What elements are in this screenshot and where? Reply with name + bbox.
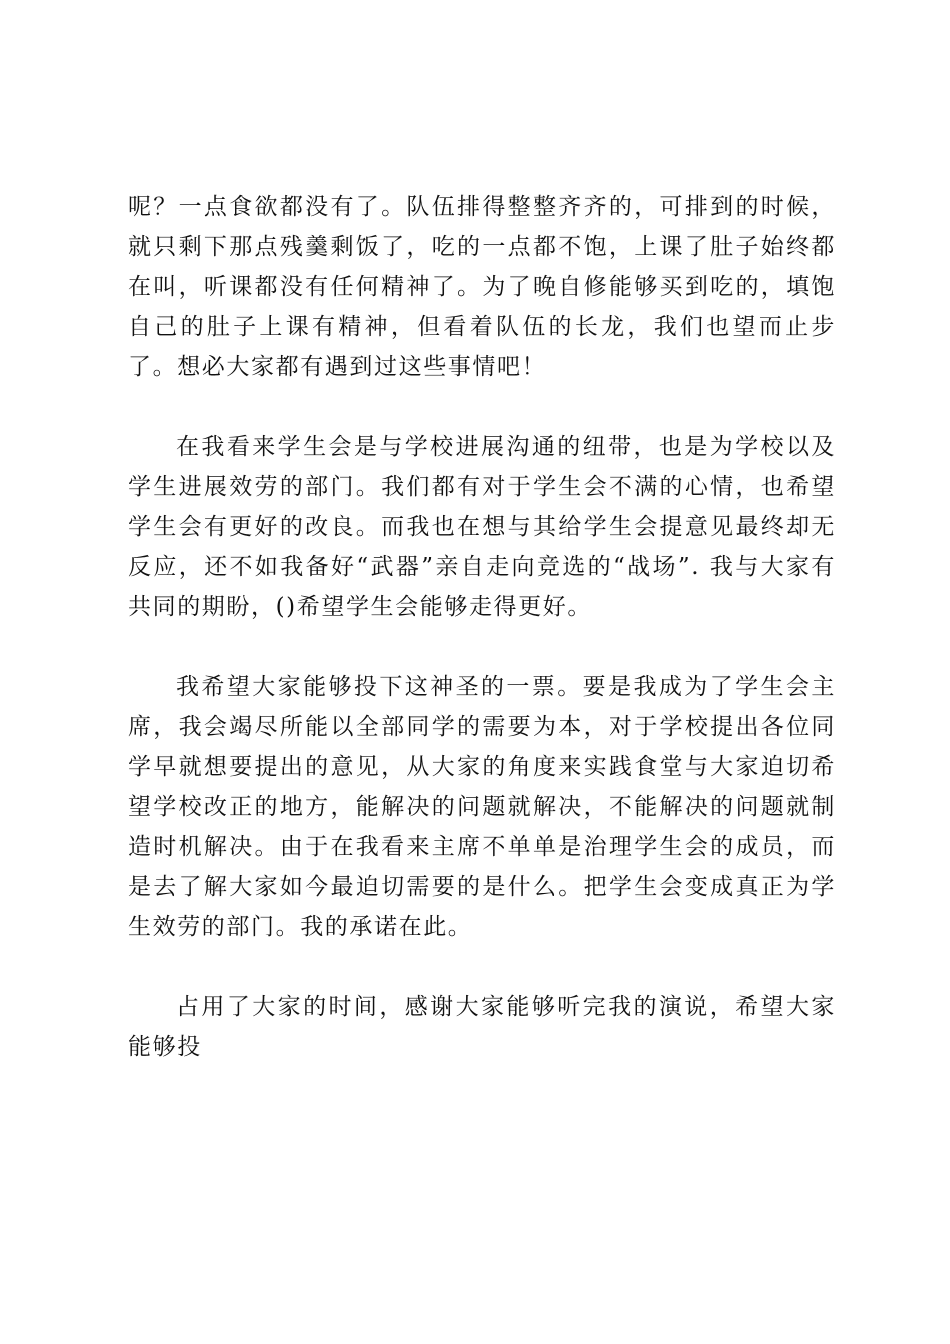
paragraph-student-union-role: 在我看来学生会是与学校进展沟通的纽带，也是为学校以及学生进展效劳的部门。我们都有对于学生会不满的心情，也希望学生会有更好的改良。而我也在想与其给学生会提意见最终却无反应，还不如我备好“武器”亲自走向竞选的“战场”. 我与大家有共同的期盼，()希望学生会能够走得更好。 [128, 434, 836, 620]
paragraph-continuation: 呢？一点食欲都没有了。队伍排得整整齐齐的，可排到的时候，就只剩下那点残羹剩饭了，吃的一点都不饱，上课了肚子始终都在叫，听课都没有任何精神了。为了晚自修能够买到吃的，填饱自己的肚子上课有精神，但看着队伍的长龙，我们也望而止步了。想必大家都有遇到过这些事情吧！ [128, 194, 836, 380]
paragraph-closing: 占用了大家的时间，感谢大家能够听完我的演说，希望大家能够投 [128, 994, 836, 1060]
document-body [128, 187, 836, 1067]
paragraph-campaign-promise: 我希望大家能够投下这神圣的一票。要是我成为了学生会主席，我会竭尽所能以全部同学的需要为本，对于学校提出各位同学早就想要提出的意见，从大家的角度来实践食堂与大家迫切希望学校改正的地方，能解决的问题就解决，不能解决的问题就制造时机解决。由于在我看来主席不单单是治理学生会的成员，而是去了解大家如今最迫切需要的是什么。把学生会变成真正为学生效劳的部门。我的承诺在此。 [128, 674, 836, 940]
